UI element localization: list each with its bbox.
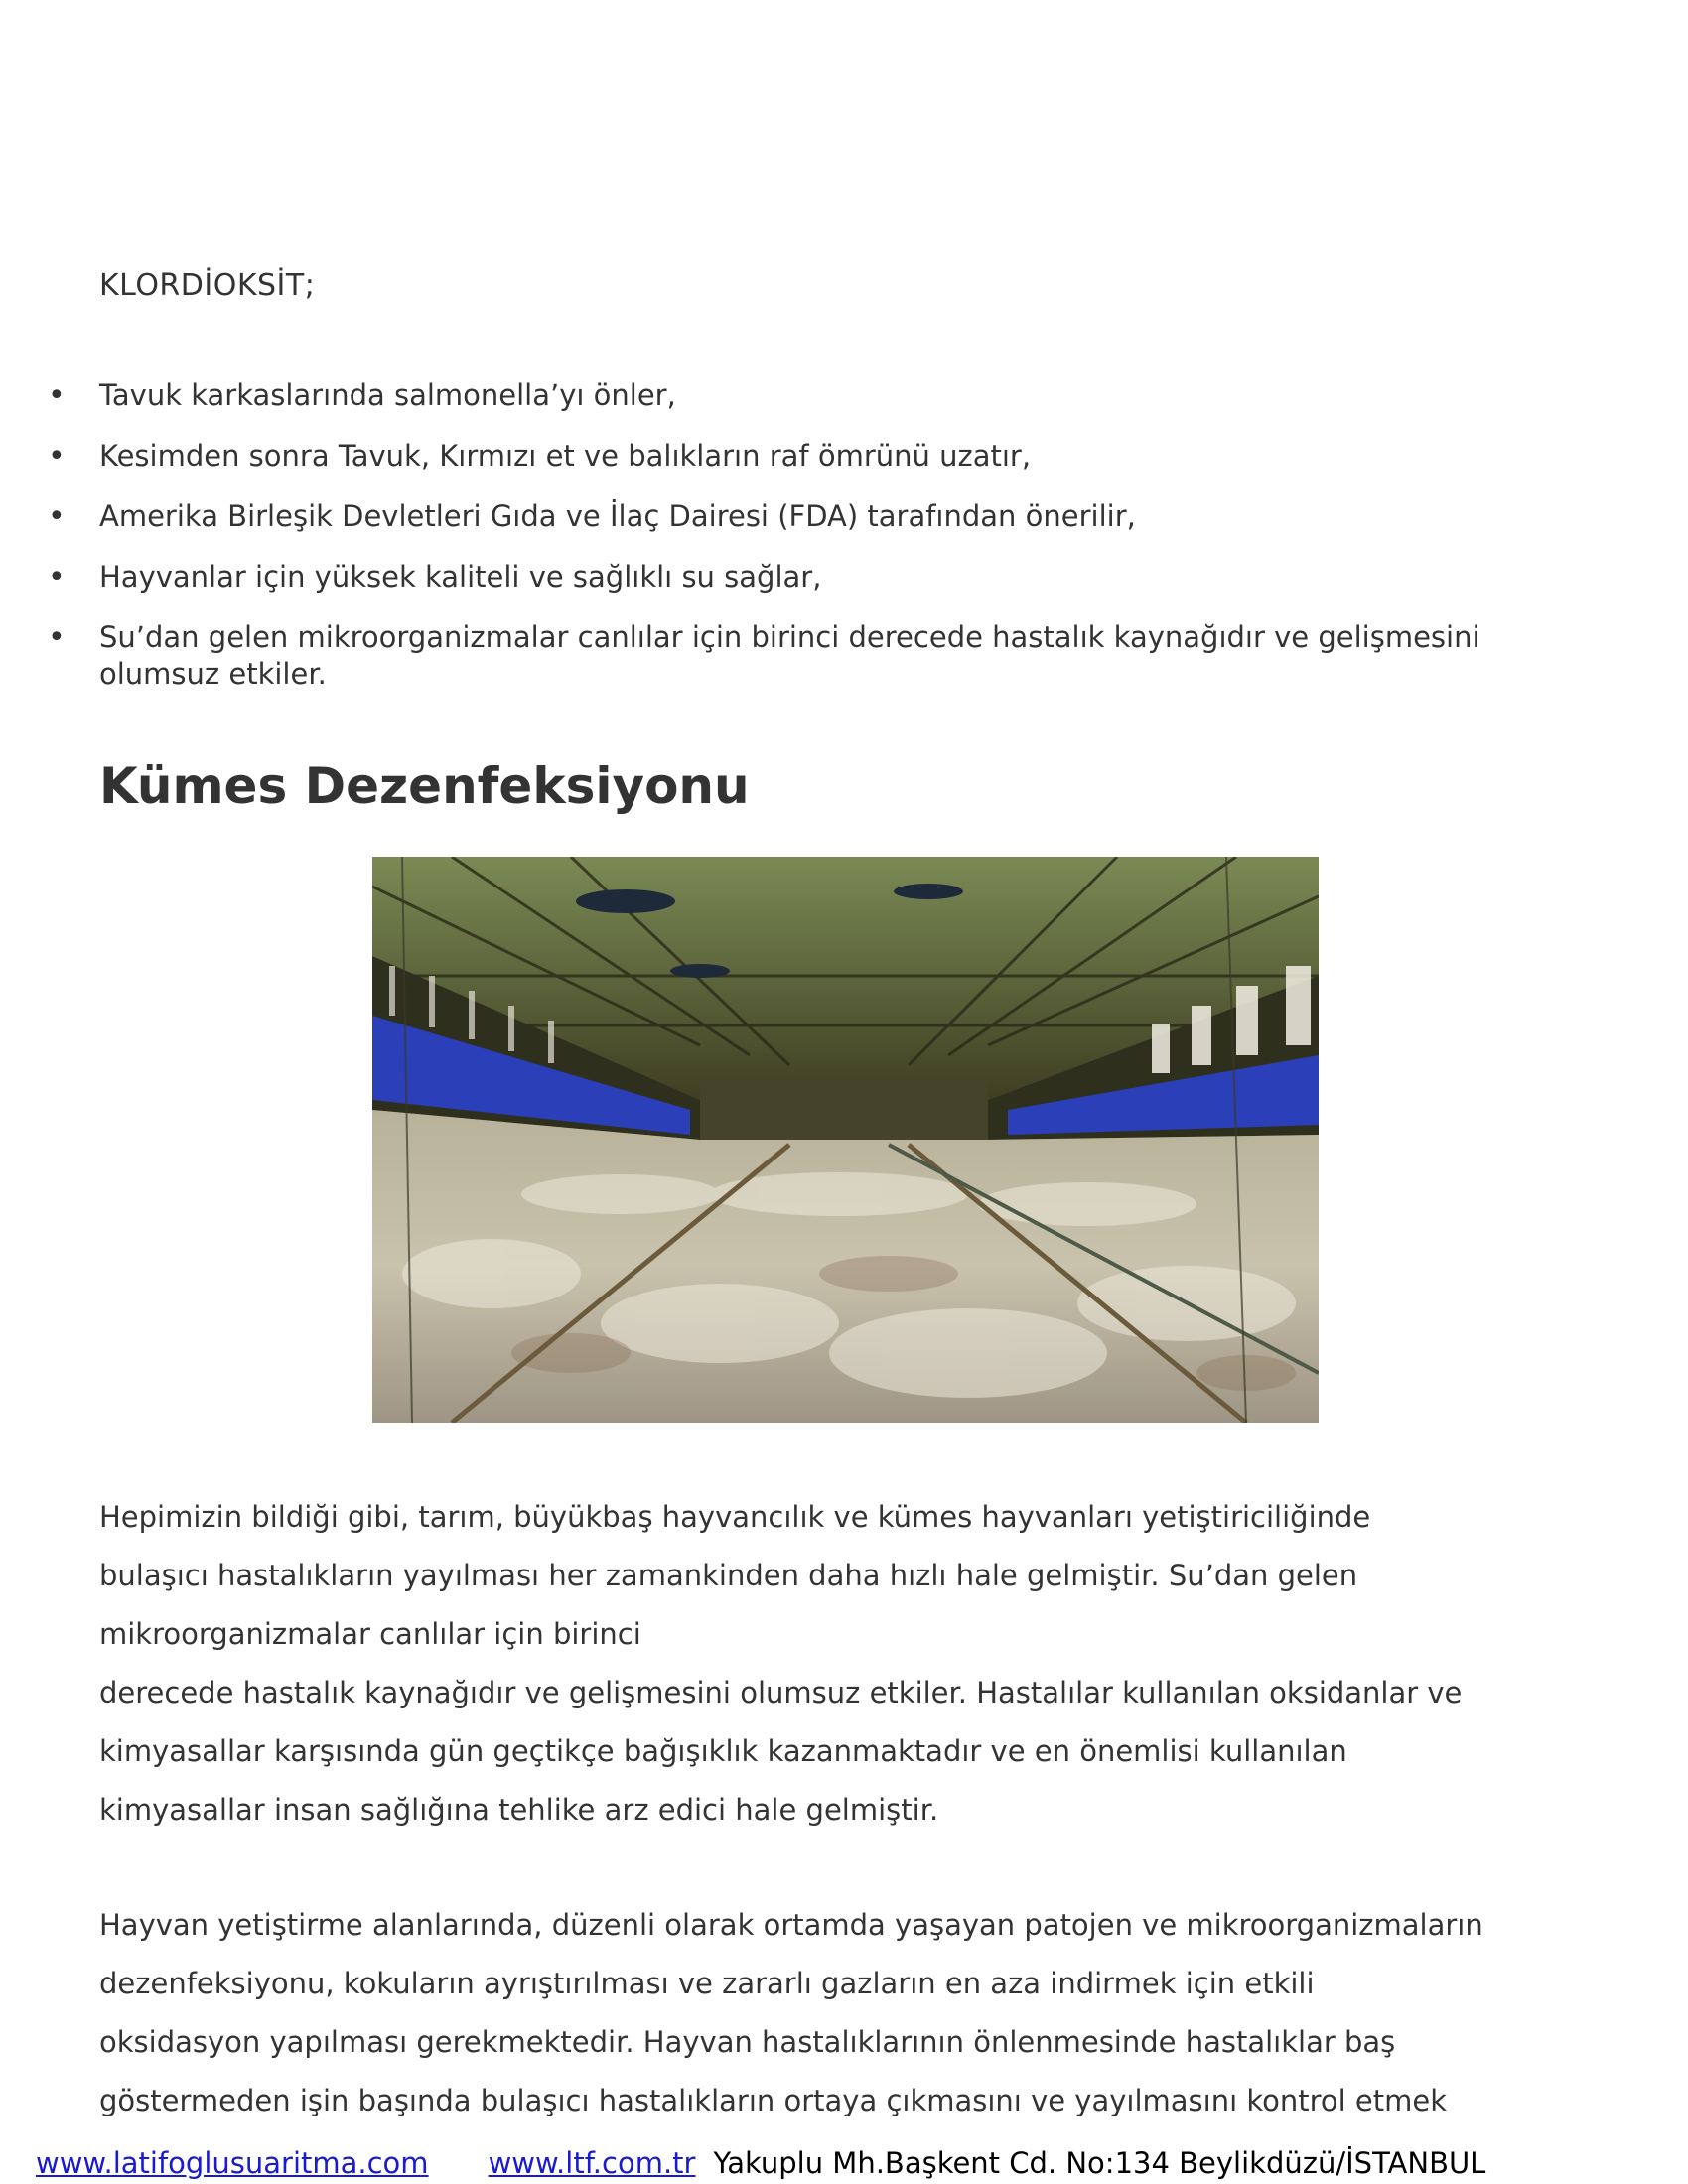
paragraph-line: mikroorganizmalar canlılar için birinci (99, 1617, 641, 1651)
list-item: • Amerika Birleşik Devletleri Gıda ve İlaç Dairesi (FDA) tarafından önerilir, (99, 498, 1569, 535)
company-address: Yakuplu Mh.Başkent Cd. No:134 Beylikdüzü/İSTANBUL (713, 2146, 1486, 2180)
list-item: • Su’dan gelen mikroorganizmalar canlılar için birinci derecede hastalık kaynağıdır ve gelişmesini olumsuz etkiler. (99, 619, 1569, 693)
poultry-house-photo (372, 857, 1319, 1423)
section-label: KLORDİOKSİT; (99, 268, 316, 303)
paragraph-disinfection (99, 1896, 1589, 2130)
paragraph-line: kimyasallar insan sağlığına tehlike arz edici hale gelmiştir. (99, 1793, 939, 1827)
paragraph-line: oksidasyon yapılması gerekmektedir. Hayvan hastalıklarının önlenmesinde hastalıklar baş (99, 2025, 1396, 2059)
paragraph-poultry-disease (99, 1488, 1589, 1840)
paragraph-line: kimyasallar karşısında gün geçtikçe bağışıklık kazanmaktadır ve en önemlisi kullanılan (99, 1734, 1347, 1768)
paragraph-line: Hepimizin bildiği gibi, tarım, büyükbaş hayvancılık ve kümes hayvanları yetiştiriciliğinde (99, 1500, 1371, 1534)
paragraph-line: derecede hastalık kaynağıdır ve gelişmesini olumsuz etkiler. Hastalılar kullanılan oksidanlar ve (99, 1676, 1463, 1709)
paragraph-line: bulaşıcı hastalıkların yayılması her zamankinden daha hızlı hale gelmiştir. Su’dan gelen (99, 1559, 1358, 1592)
list-item: • Hayvanlar için yüksek kaliteli ve sağlıklı su sağlar, (99, 559, 1569, 596)
page-footer (36, 2146, 1485, 2180)
poultry-house-illustration (372, 857, 1319, 1423)
benefit-list (99, 377, 1569, 717)
paragraph-line: dezenfeksiyonu, kokuların ayrıştırılması ve zararlı gazların en aza indirmek için etkili (99, 1967, 1315, 2000)
section-heading: Kümes Dezenfeksiyonu (99, 757, 750, 815)
list-item: • Tavuk karkaslarında salmonella’yı önler, (99, 377, 1569, 414)
list-item: • Kesimden sonra Tavuk, Kırmızı et ve balıkların raf ömrünü uzatır, (99, 438, 1569, 475)
paragraph-line: Hayvan yetiştirme alanlarında, düzenli olarak ortamda yaşayan patojen ve mikroorganizmaların (99, 1908, 1483, 1942)
website-link-ltf[interactable]: www.ltf.com.tr (488, 2146, 696, 2180)
website-link-latifoglu[interactable]: www.latifoglusuaritma.com (36, 2146, 429, 2180)
paragraph-line: göstermeden işin başında bulaşıcı hastalıkların ortaya çıkmasını ve yayılmasını kontrol etmek (99, 2084, 1448, 2117)
